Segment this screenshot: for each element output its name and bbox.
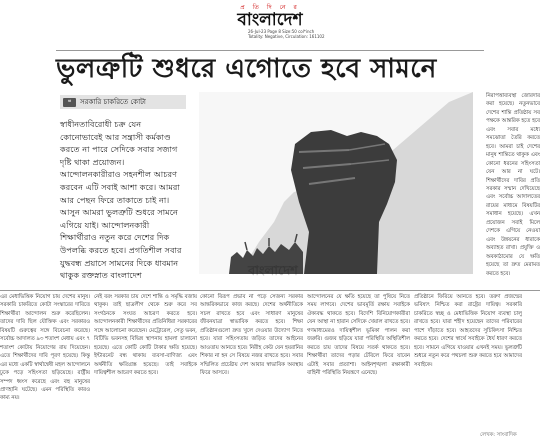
body-column-5: প্রতিষ্ঠানে ফিরিয়ে আনতে হবে। তরুণ প্রজন্মের ভবিষ্যৎ নিশ্চিত করা রাষ্ট্রের দায়িত্ব। সরকারি চাকরিতে স্বচ্ছ ও মেধাভিত্তিক নিয়োগ ব্যবস্থা চালু রাখতে হবে। যারা শহীদ হয়েছেন তাদের পরিবারের পাশে দাঁড়াতে হবে। আহতদের সুচিকিৎসা নিশ্চিত করতে হবে। দেশের স্বার্থে সবাইকে ধৈর্য ধারণ করতে হবে। সামনে এগিয়ে যাওয়ার এখনই সময়। ভুলত্রুটি শুধরে নতুন করে পথচলা শুরু করতে হবে আমাদের সবাইকে। xyxy=(414,294,522,368)
section-tag xyxy=(60,95,186,109)
right-column-text: নিরাপত্তাব্যবস্থা জোরদার করা হয়েছে। নতুনভাবে দেশের শান্তি প্রতিষ্ঠায় সব পক্ষকে আন্তরিক হতে হবে এবং সবার মধ্যে সমঝোতা তৈরি করতে হবে। আমরা চাই দেশের মানুষ শান্তিতে থাকুক এবং কোনো ধরনের সহিংসতা যেন আর না ঘটে। শিক্ষার্থীদের দাবির প্রতি সরকার সম্মান দেখিয়েছে এবং সর্বোচ্চ আদালতের রায়ের মাধ্যমে বিষয়টির সমাধান হয়েছে। এখন প্রয়োজন সবাই মিলে দেশকে এগিয়ে নেওয়া এবং উন্নয়নের ধারাকে অব্যাহত রাখা। প্রযুক্তি ও অবকাঠামোর যে ক্ষতি হয়েছে তা দ্রুত মেরামত করতে হবে। xyxy=(486,93,540,277)
header-rule xyxy=(56,50,484,51)
lower-section-rule xyxy=(0,290,540,291)
body-column-2: নেই বরং সরকার চায় দেশে শান্তি ও সমৃদ্ধি বজায় থাকুক। তাই ছাত্রলীগ থেকে শুরু করে সব সংগঠনকে সংযত আচরণ করতে হবে। আন্দোলনকারী শিক্ষার্থীদের প্রতিনিধিরা সরকারের সঙ্গে আলোচনা করেছেন। মেট্রোরেল, সেতু ভবন, বিটিভি ভবনসহ বিভিন্ন স্থাপনায় হামলা চালানো হয়েছে। এতে কোটি কোটি টাকার ক্ষতি হয়েছে। ইন্টারনেট বন্ধ থাকায় ব্যবসা-বাণিজ্য এবং অর্থনীতি ক্ষতিগ্রস্ত হয়েছে। তাই সবাইকে দায়িত্বশীল আচরণ করতে হবে। xyxy=(94,294,197,377)
article-byline: লেখক: সাংবাদিক xyxy=(480,432,517,438)
clipping-meta xyxy=(248,29,328,39)
clipping-date-line: 26-Jul-23 Page 8 Size:50 col*inch xyxy=(248,29,315,34)
masthead xyxy=(215,4,325,29)
watermark: বাংলাদেশ xyxy=(248,264,298,279)
body-column-3: কোনো বিরূপ প্রভাব না পড়ে সেজন্য সরকার আন্তরিকভাবে কাজ করছে। দেশের অর্থনীতিকে সচল রাখতে হবে এবং সাধারণ মানুষের জীবনযাত্রা স্বাভাবিক করতে হবে। শিক্ষা প্রতিষ্ঠানগুলো দ্রুত খুলে দেওয়ার উদ্যোগ নিতে হবে। যারা সহিংসতায় জড়িত তাদের আইনের আওতায় আনতে হবে। নিরীহ কেউ যেন হয়রানির শিকার না হন সে বিষয়ে নজর রাখতে হবে। সবার সম্মিলিত প্রচেষ্টায় দেশ আবার স্বাভাবিক অবস্থায় ফিরে আসবে। xyxy=(200,294,303,377)
quote-mark-icon: ❝ xyxy=(63,98,76,107)
article-summary: স্বাধীনতাবিরোধী চক্র যেন কোনোভাবেই আর সন্ত্রাসী কর্মকাণ্ড করতে না পারে সেদিকে সবার সজাগ দৃষ্টি থাকা প্রয়োজন। আন্দোলনকারীরাও সহনশীল আচরণ করবেন এটি সবাই আশা করে। আমরা আর পেছন ফিরে তাকাতে চাই না। আসুন আমরা ভুলত্রুটি শুধরে সামনে এগিয়ে যাই। আন্দোলনকারী শিক্ষার্থীরাও নতুন করে দেশের দিক উপলব্ধি করতে হবে। প্রগতিশীল সবার যুদ্ধবন্ধ প্রয়াসে সামনের দিকে ধাবমান থাকুক রক্তস্নাত বাংলাদেশ xyxy=(60,119,182,281)
body-column-1: এর মেধাভিত্তিক নিয়োগ চায় দেশের মানুষ। সরকারি চাকরিতে কোটা সংস্কারের দাবিতে শিক্ষার্থীরা আন্দোলন শুরু করেছিলেন। তাদের দাবি ছিল যৌক্তিক এবং সরকারও বিষয়টি গুরুত্বের সঙ্গে বিবেচনা করেছে। সর্বোচ্চ আদালত ৯৩ শতাংশ মেধায় এবং ৭ শতাংশ কোটায় নিয়োগের রায় দিয়েছেন। এতে শিক্ষার্থীদের দাবি পূরণ হয়েছে। কিন্তু এর মধ্যে একটি স্বার্থান্বেষী মহল আন্দোলনে ঢুকে পড়ে সহিংসতা ছড়িয়েছে। রাষ্ট্রীয় সম্পদ ধ্বংস করেছে এবং বহু মানুষের প্রাণহানি ঘটেছে। এমন পরিস্থিতি কারও কাম্য নয়। xyxy=(0,294,90,402)
clipping-circulation-line: Totality: Negative, Circulation: 161102 xyxy=(248,34,325,39)
raised-fist-illustration xyxy=(199,92,473,274)
article-headline: ভুলত্রুটি শুধরে এগোতে হবে সামনে xyxy=(56,54,437,84)
section-tag-label: সরকারি চাকরিতে কোটা xyxy=(80,98,146,106)
newspaper-title: বাংলাদেশ xyxy=(237,10,303,30)
masthead-kicker: প্র তি দি নে র xyxy=(240,4,300,11)
body-column-4: আন্দোলনের যে ক্ষতি হয়েছে তা পুষিয়ে নিতে সময় লাগবে। দেশের ভাবমূর্তি রক্ষায় সবাইকে ঐক্যবদ্ধ থাকতে হবে। বিদেশি বিনিয়োগকারীরা যেন আস্থা না হারান সেদিকে খেয়াল রাখতে হবে। গণমাধ্যমেরও দায়িত্বশীল ভূমিকা পালন করা জরুরি। গুজব ছড়িয়ে যারা পরিস্থিতি অস্থিতিশীল করতে চায় তাদের বিষয়ে সতর্ক থাকতে হবে। শিক্ষার্থীরা তাদের পড়ার টেবিলে ফিরে যাবেন এটাই সবার প্রত্যাশা। আইনশৃঙ্খলা রক্ষাকারী বাহিনী পরিস্থিতি নিয়ন্ত্রণে এনেছে। xyxy=(307,294,410,377)
